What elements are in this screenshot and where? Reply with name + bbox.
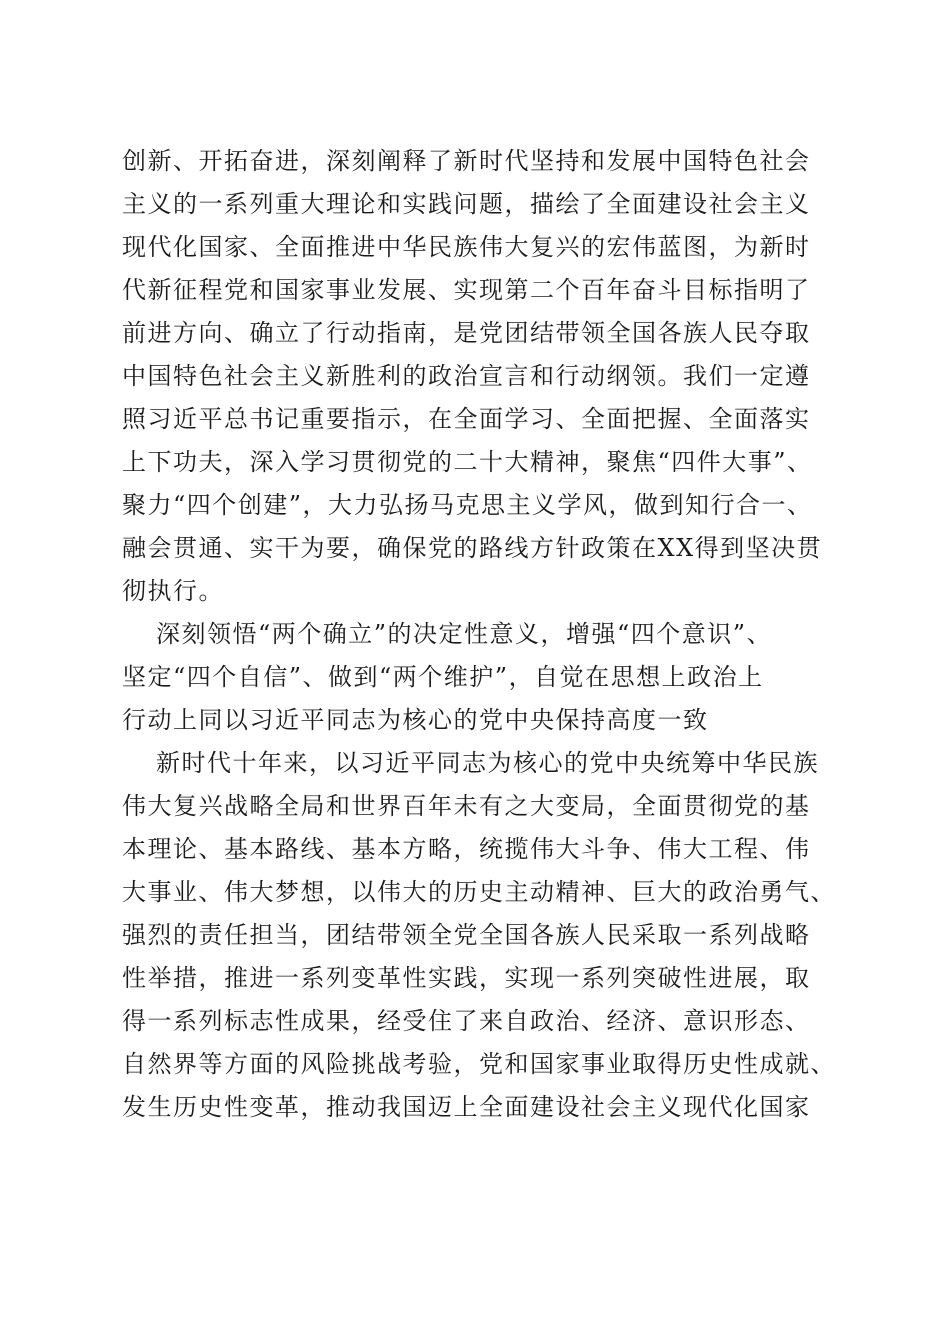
heading-line: 行动上同以习近平同志为核心的党中央保持高度一致 [122, 706, 709, 734]
paragraph-line: 照习近平总书记重要指示，在全面学习、全面把握、全面落实 [122, 405, 811, 433]
paragraph-line: 聚力“四个创建”，大力弘扬马克思主义学风，做到知行合一、 [122, 491, 813, 519]
paragraph-line: 前进方向、确立了行动指南，是党团结带领全国各族人民夺取 [122, 319, 811, 347]
paragraph-line: 融会贯通、实干为要，确保党的路线方针政策在XX得到坚决贯 [122, 534, 823, 562]
paragraph-line: 自然界等方面的风险挑战考验，党和国家事业取得历史性成就、 [122, 1050, 836, 1078]
paragraph-continuation [122, 140, 842, 613]
paragraph [122, 742, 842, 1129]
paragraph-line: 现代化国家、全面推进中华民族伟大复兴的宏伟蓝图，为新时 [122, 233, 811, 261]
paragraph-line: 性举措，推进一系列变革性实践，实现一系列突破性进展，取 [122, 964, 811, 992]
paragraph-line: 中国特色社会主义新胜利的政治宣言和行动纲领。我们一定遵 [122, 362, 811, 390]
section-heading [122, 613, 842, 742]
heading-line: 坚定“四个自信”、做到“两个维护”，自觉在思想上政治上 [122, 663, 764, 691]
paragraph-line: 创新、开拓奋进，深刻阐释了新时代坚持和发展中国特色社会 [122, 147, 811, 175]
paragraph-line: 主义的一系列重大理论和实践问题，描绘了全面建设社会主义 [122, 190, 811, 218]
paragraph-line: 新时代十年来，以习近平同志为核心的党中央统筹中华民族 [156, 749, 819, 777]
heading-line: 深刻领悟“两个确立”的决定性意义，增强“四个意识”、 [156, 620, 773, 648]
paragraph-line: 得一系列标志性成果，经受住了来自政治、经济、意识形态、 [122, 1007, 811, 1035]
paragraph-line: 上下功夫，深入学习贯彻党的二十大精神，聚焦“四件大事”、 [122, 448, 813, 476]
paragraph-line: 大事业、伟大梦想，以伟大的历史主动精神、巨大的政治勇气、 [122, 878, 836, 906]
paragraph-line: 本理论、基本路线、基本方略，统揽伟大斗争、伟大工程、伟 [122, 835, 811, 863]
paragraph-line: 彻执行。 [122, 577, 224, 605]
document-body [122, 140, 842, 1129]
paragraph-line: 伟大复兴战略全局和世界百年未有之大变局，全面贯彻党的基 [122, 792, 811, 820]
paragraph-line: 强烈的责任担当，团结带领全党全国各族人民采取一系列战略 [122, 921, 811, 949]
paragraph-line: 代新征程党和国家事业发展、实现第二个百年奋斗目标指明了 [122, 276, 811, 304]
paragraph-line: 发生历史性变革，推动我国迈上全面建设社会主义现代化国家 [122, 1093, 811, 1121]
